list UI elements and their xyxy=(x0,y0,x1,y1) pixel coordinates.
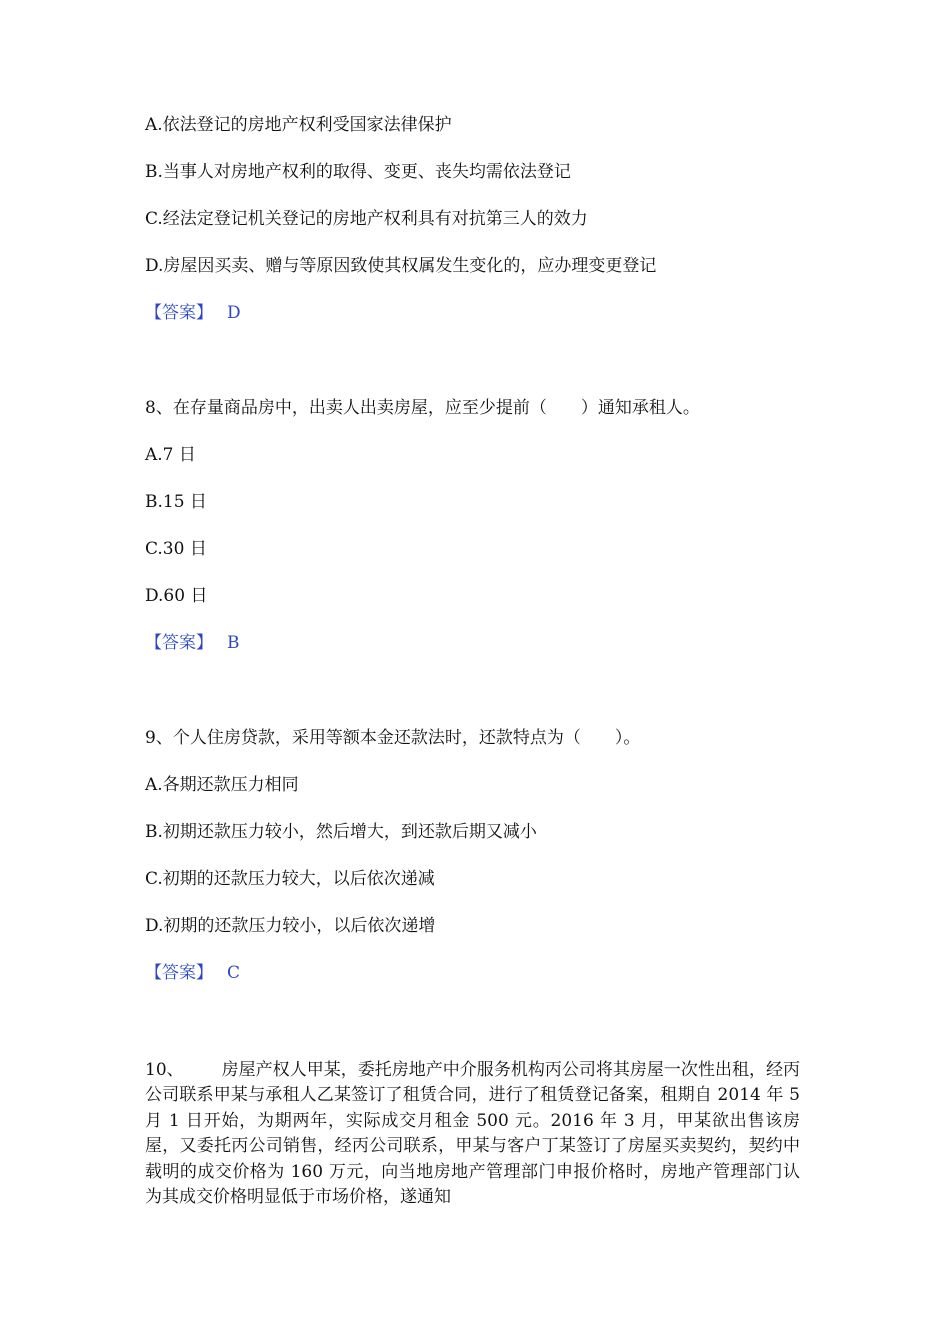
answer-value: C xyxy=(227,963,241,983)
answer-label: 【答案】 xyxy=(145,963,213,983)
q7-answer xyxy=(145,301,241,325)
q8-question: 8、在存量商品房中，出卖人出卖房屋，应至少提前（ ）通知承租人。 xyxy=(145,398,700,418)
q10-paragraph xyxy=(145,1058,800,1210)
answer-label: 【答案】 xyxy=(145,633,213,653)
q7-option-d: D.房屋因买卖、赠与等原因致使其权属发生变化的，应办理变更登记 xyxy=(145,256,657,276)
answer-label: 【答案】 xyxy=(145,303,213,323)
q9-option-a: A.各期还款压力相同 xyxy=(145,775,299,795)
q10-text: 房屋产权人甲某，委托房地产中介服务机构丙公司将其房屋一次性出租，经丙公司联系甲某与承租人乙某签订了租赁合同，进行了租赁登记备案，租期自 2014 年 5 月 1 日开始，为期两年，实际成交月租金 500 元。2016 年 3 月，甲某欲出售该房屋，又委托丙公司销售，经丙公司联系，甲某与客户丁某签订了房屋买卖契约，契约中载明的成交价格为 160 万元，向当地房地产管理部门申报价格时，房地产管理部门认为其成交价格明显低于市场价格，遂通知 xyxy=(145,1060,800,1208)
answer-value: D xyxy=(227,303,241,323)
q7-option-b: B.当事人对房地产权利的取得、变更、丧失均需依法登记 xyxy=(145,162,571,182)
q9-option-b: B.初期还款压力较小，然后增大，到还款后期又减小 xyxy=(145,822,537,842)
q7-option-a: A.依法登记的房地产权利受国家法律保护 xyxy=(145,115,452,135)
q8-option-b: B.15 日 xyxy=(145,492,207,512)
q9-answer xyxy=(145,961,240,985)
q9-option-d: D.初期的还款压力较小，以后依次递增 xyxy=(145,916,436,936)
answer-value: B xyxy=(227,633,240,653)
q8-option-c: C.30 日 xyxy=(145,539,207,559)
q10-number: 10、 xyxy=(145,1060,184,1080)
q8-option-d: D.60 日 xyxy=(145,586,208,606)
q8-option-a: A.7 日 xyxy=(145,445,196,465)
q9-question: 9、个人住房贷款，采用等额本金还款法时，还款特点为（ ）。 xyxy=(145,728,641,748)
q7-option-c: C.经法定登记机关登记的房地产权利具有对抗第三人的效力 xyxy=(145,209,588,229)
q8-answer xyxy=(145,631,240,655)
q9-option-c: C.初期的还款压力较大，以后依次递减 xyxy=(145,869,435,889)
